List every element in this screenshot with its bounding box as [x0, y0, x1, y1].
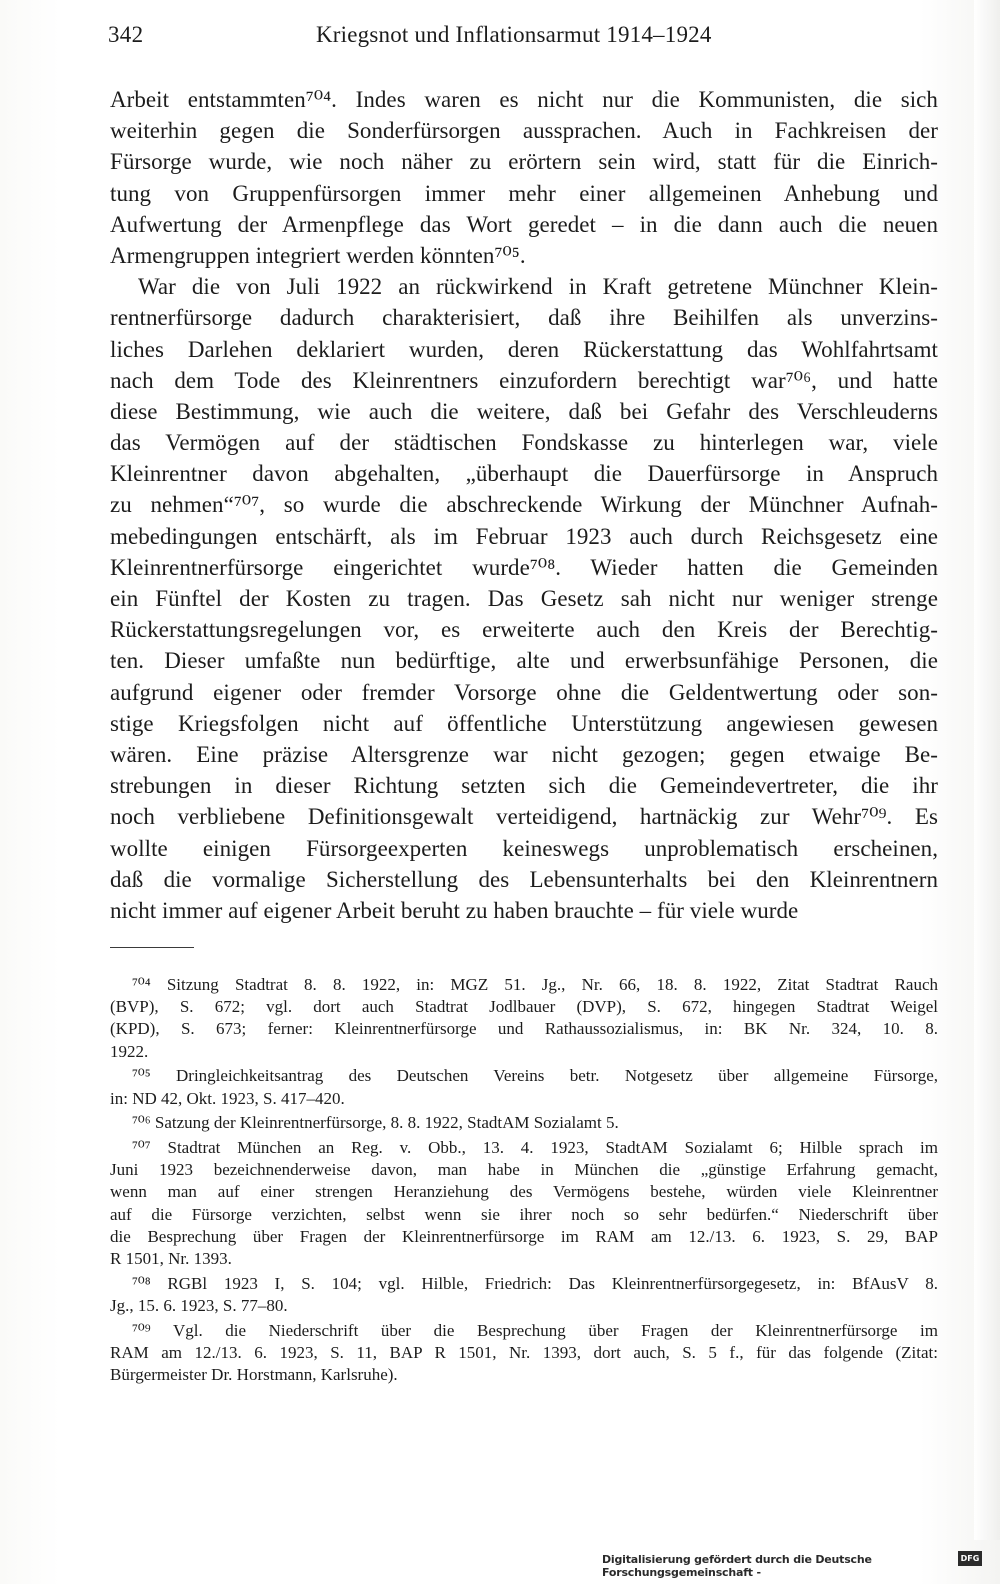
footnote: [110, 1320, 938, 1387]
body-line: strebungen in dieser Richtung setzten sich die Gemeindevertreter, die ihr: [110, 773, 938, 799]
footnote-line: auf die Fürsorge verzichten, selbst wenn sie ihrer noch so sehr bedürfen.“ Niederschrift über: [110, 1204, 938, 1224]
footnote-line: 1922.: [110, 1041, 149, 1061]
footnote: [110, 1137, 938, 1270]
body-line: daß die vormalige Sicherstellung des Lebensunterhalts bei den Kleinrentnern: [110, 866, 938, 892]
body-line: Kleinrentner davon abgehalten, „überhaupt die Dauerfürsorge in Anspruch: [110, 461, 938, 487]
footnote-line: Juni 1923 bezeichnenderweise davon, man habe in München die „günstige Erfahrung gemacht,: [110, 1160, 938, 1180]
footnote-line: ⁷⁰⁴ Sitzung Stadtrat 8. 8. 1922, in: MGZ 51. Jg., Nr. 66, 18. 8. 1922, Zitat Stadtrat Rauch: [132, 975, 938, 994]
page-gutter-shadow: [974, 0, 1000, 1540]
body-line: wären. Eine präzise Altersgrenze war nicht gezogen; gegen etwaige Be-: [110, 741, 938, 767]
footnote-line: ⁷⁰⁹ Vgl. die Niederschrift über die Besprechung über Fragen der Kleinrentnerfürsorge im: [132, 1320, 938, 1340]
footnote: [110, 1112, 938, 1134]
footnote-line: ⁷⁰⁶ Satzung der Kleinrentnerfürsorge, 8. 8. 1922, StadtAM Sozialamt 5.: [132, 1113, 619, 1133]
footnote-line: (KPD), S. 673; ferner: Kleinrentnerfürsorge und Rathaussozialismus, in: BK Nr. 324, 10. 8.: [110, 1019, 938, 1039]
footnote-line: ⁷⁰⁵ Dringleichkeitsantrag des Deutschen Vereins betr. Notgesetz über allgemeine Fürsorge,: [132, 1066, 938, 1086]
footnotes: [110, 974, 938, 1389]
body-line: ten. Dieser umfaßte nun bedürftige, alte und erwerbsunfähige Personen, die: [110, 648, 938, 674]
body-text: [110, 84, 938, 926]
footnote-line: (BVP), S. 672; vgl. dort auch Stadtrat Jodlbauer (DVP), S. 672, hingegen Stadtrat Weigel: [110, 997, 938, 1017]
body-line: das Vermögen auf der städtischen Fondskasse zu hinterlegen war, viele: [110, 430, 938, 456]
body-line: Kleinrentnerfürsorge eingerichtet wurde⁷⁰⁸. Wieder hatten die Gemeinden: [110, 554, 938, 580]
body-line: tung von Gruppenfürsorgen immer mehr einer allgemeinen Anhebung und: [110, 180, 938, 206]
footnote-line: ⁷⁰⁷ Stadtrat München an Reg. v. Obb., 13. 4. 1923, StadtAM Sozialamt 6; Hilble sprach im: [132, 1138, 938, 1158]
body-line: noch verbliebene Definitionsgewalt verteidigend, hartnäckig zur Wehr⁷⁰⁹. Es: [110, 804, 938, 830]
footnote-line: R 1501, Nr. 1393.: [110, 1249, 232, 1269]
body-line: diese Bestimmung, wie auch die weitere, daß bei Gefahr des Verschleuderns: [110, 398, 938, 424]
footnote-line: ⁷⁰⁸ RGBl 1923 I, S. 104; vgl. Hilble, Friedrich: Das Kleinrentnerfürsorgegesetz, in: BfAusV 8.: [132, 1273, 938, 1293]
body-line: Rückerstattungsregelungen vor, es erweiterte auch den Kreis der Berechtig-: [110, 617, 938, 643]
body-line: Arbeit entstammten⁷⁰⁴. Indes waren es nicht nur die Kommunisten, die sich: [110, 87, 938, 112]
body-line: stige Kriegsfolgen nicht auf öffentliche Unterstützung angewiesen gewesen: [110, 710, 938, 736]
body-line: nach dem Tode des Kleinrentners einzufordern berechtigt war⁷⁰⁶, und hatte: [110, 367, 938, 393]
body-line: Fürsorge wurde, wie noch näher zu erörtern sein wird, statt für die Einrich-: [110, 149, 938, 175]
body-line: War die von Juli 1922 an rückwirkend in Kraft getretene Münchner Klein-: [138, 274, 938, 300]
body-line: weiterhin gegen die Sonderfürsorgen aussprachen. Auch in Fachkreisen der: [110, 118, 938, 144]
body-line: Aufwertung der Armenpflege das Wort geredet – in die dann auch die neuen: [110, 211, 938, 237]
footnote-line: RAM am 12./13. 6. 1923, S. 11, BAP R 1501, Nr. 1393, dort auch, S. 5 f., für das folgende (Zitat:: [110, 1342, 938, 1362]
footnote: [110, 1065, 938, 1109]
footnote: [110, 974, 938, 1063]
body-line: wollte einigen Fürsorgeexperten keineswegs unproblematisch erscheinen,: [110, 835, 938, 861]
body-line: nicht immer auf eigener Arbeit beruht zu haben brauchte – für viele wurde: [110, 897, 799, 923]
footnote-line: wenn man auf einer strengen Heranziehung des Vermögens bestehe, würden viele Kleinrentner: [110, 1182, 938, 1202]
footnote: [110, 1273, 938, 1317]
footnote-separator: [110, 947, 194, 948]
body-line: Armengruppen integriert werden könnten⁷⁰⁵.: [110, 242, 526, 268]
footnote-line: Bürgermeister Dr. Horstmann, Karlsruhe).: [110, 1365, 398, 1385]
page-number: 342: [108, 22, 144, 47]
body-line: ein Fünftel der Kosten zu tragen. Das Gesetz sah nicht nur weniger strenge: [110, 586, 938, 611]
dfg-logo-icon: DFG: [958, 1551, 982, 1566]
footnote-line: die Besprechung über Fragen der Kleinrentnerfürsorge im RAM am 12./13. 6. 1923, S. 29, BAP: [110, 1226, 938, 1246]
digitization-credit: Digitalisierung gefördert durch die Deutsche Forschungsgemeinschaft -: [602, 1553, 872, 1579]
body-line: liches Darlehen deklariert wurden, deren Rückerstattung das Wohlfahrtsamt: [110, 336, 938, 362]
running-title: Kriegsnot und Inflationsarmut 1914–1924: [316, 22, 712, 47]
body-line: mebedingungen entschärft, als im Februar 1923 auch durch Reichsgesetz eine: [110, 523, 938, 549]
body-line: rentnerfürsorge dadurch charakterisiert, daß ihre Beihilfen als unverzins-: [110, 305, 938, 331]
footnote-line: Jg., 15. 6. 1923, S. 77–80.: [110, 1296, 288, 1315]
footnote-line: in: ND 42, Okt. 1923, S. 417–420.: [110, 1088, 345, 1108]
body-line: aufgrund eigener oder fremder Vorsorge ohne die Geldentwertung oder son-: [110, 679, 938, 705]
body-line: zu nehmen“⁷⁰⁷, so wurde die abschreckende Wirkung der Münchner Aufnah-: [110, 492, 938, 518]
